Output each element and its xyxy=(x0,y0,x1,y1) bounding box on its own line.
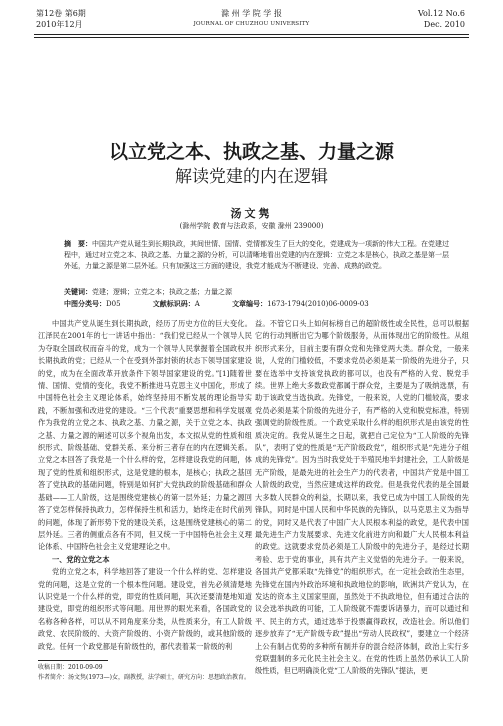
abstract-text: 中国共产党从诞生到长期执政，其间世情、国情、党情都发生了巨大的变化，党建成为一项新的伟大工程。在党建过程中，通过对立党之本、执政之基、力量之源的分析，可以清晰地看出党建的内在逻辑：立党之本是核心，执政之基是第一层外延，力量之源是第二层外延。只有加强这三方面的建设，我党才能成为不断建设、完善、成熟的政党。 xyxy=(64,240,449,270)
author-name: 汤文隽 xyxy=(230,207,273,220)
keywords-text: 党建；逻辑；立党之本；执政之基；力量之源 xyxy=(92,288,232,296)
clc-label: 中图分类号： xyxy=(64,299,106,308)
section-heading: 一、党的立党之本 xyxy=(52,554,110,564)
article-label: 文章编号： xyxy=(232,299,268,308)
volume-issue-cn: 第12卷 第6期 xyxy=(36,9,86,18)
classification-line xyxy=(64,298,454,309)
body-column-right xyxy=(255,318,469,698)
doc-value: A xyxy=(194,300,200,308)
article-value: 1673-1794(2010)06-0009-03 xyxy=(267,300,369,308)
journal-name-cn: 滁 州 学 院 学 报 xyxy=(221,9,282,18)
clc-value: D05 xyxy=(106,300,121,308)
clc-number xyxy=(64,300,121,308)
doc-label: 文献标识码： xyxy=(152,299,195,308)
issue-date-en: Dec. 2010 xyxy=(423,20,465,29)
article-number xyxy=(232,300,369,308)
issue-date-cn: 2010年12月 xyxy=(36,20,83,29)
document-code xyxy=(153,300,200,308)
body-column-left xyxy=(38,318,252,660)
journal-name-en: JOURNAL OF CHUZHOU UNIVERSITY xyxy=(193,21,310,27)
paper-title: 以立党之本、执政之基、力量之源 xyxy=(108,141,394,163)
continued-paragraph: 益。不管它口头上如何标榜自己的超阶级性或全民性，总可以根据它的行动判断出它为哪个阶级服务，从而体现出它的阶级性。从组织形式来分，目前主要有群众党和先锋党两大类。群众党，一般来说，人党的门槛较低，不要求党员必须是某一阶级的先进分子，只要在选举中支持该党执政的都可以，也没有严格的入党、脱党手续。世界上绝大多数政党都属于群众党，主要是为了吸纳选票，有助于该政党当选执政。先锋党，一般来说，人党的门槛较高，要求党员必须是某个阶级的先进分子，有严格的入党和脱党标准，特别强调党的阶级性质。一个政党采取什么样的组织形式是由该党的性质决定的。我党从诞生之日起，就把自己定位为“工人阶级的先锋队”，表明了党的性质是“无产阶级政党”，组织形式是“先进分子组成的先锋党”。因为当时我党处于半殖民地半封建社会，工人阶级是无产阶级，是最先进的社会生产力的代表者，中国共产党是中国工人阶级的政党，当然应建成这样的政党。但是我党代表的是全国最大多数人民群众的利益，长期以来，我党已成为中国工人阶级的先锋队，同时是中国人民和中华民族的先锋队，以马克思主义为指导的党，同时又是代表了中国广大人民根本利益的政党，是代表中国最先进生产力发展要求、先进文化前进方向和最广大人民根本利益的政党。这就要求党员必须是工人阶级中的先进分子，是经过长期考验、忠于党的事业，具有共产主义觉悟的先进分子。一般来说，各国共产党都采取“先锋党”的组织形式，在一定社会政治生态里，先锋党在国内外政治环境和执政地位的影响，欧洲共产党认为，在发达的资本主义国家里面，虽然处于不执政地位，但有通过合法的议会选举执政的可能，工人阶级就不需要诉诸暴力，而可以通过和平、民主的方式，通过选举于投票赢得政权，改造社会。所以他们逐步放弃了“无产阶级专政”提出“劳动人民政权”，要建立一个经济上公有制占优势的多种所有制并存的混合经济体制，政治上实行多党联盟制的多元化民主社会主义。在党的性质上虽然仍承认工人阶级性质，但已明确淡化党“工人阶级的先锋队”提法，更 xyxy=(255,319,469,676)
paper-subtitle: 解读党建的内在逻辑 xyxy=(175,167,328,187)
header-rule-thin xyxy=(34,37,469,38)
keywords xyxy=(64,286,454,297)
abstract xyxy=(64,238,454,284)
received-date: 收稿日期：2010-09-09 xyxy=(38,664,103,671)
intro-paragraph: 中国共产党从诞生到长期执政，经历了历史方位的巨大变化。江泽民在2001年的七一讲话中指出：“我们党已经从一个领导人民为夺取全国政权而奋斗的党，成为一个领导人民掌握着全国政权并长期执政的党；已经从一个在受到外部封锁的状态下领导国家建设的党，成为在全面改革开放条件下领导国家建设的党。”[1]随着世情、国情、党情的变化，我党不断推进马克思主义中国化，形成了中国特色社会主义理论体系，始终坚持用不断发展的理论指导实践，不断加强和改进党的建设。“三个代表”重要思想和科学发展观作为我党的立党之本、执政之基、力量之源，关于立党之本、执政之基、力量之源的阐述可以多个视角出发，本文拟从党的性质和组织形式、阶级基础、党群关系、来分析三者存在的内在逻辑关系。立党之本回答了我党是一个什么样的党，怎样建设我党的问题，体现了党的性质和组织形式，这是党建的根本，是核心；执政之基回答了党执政的基础问题，特别是如何扩大党执政的阶级基础和群众基础——工人阶级，这是围绕党建核心的第一层外延；力量之源回答了党怎样保持执政力，怎样保持生机和活力，始终走在时代前列的问题，体现了新形势下党的建设关系，这是围绕党建核心的第二层外延。三者的侧重点各有不同，但又统一于中国特色社会主义理论体系、中国特色社会主义党建理论之中。 xyxy=(38,319,252,552)
author-affiliation: (滁州学院 教育与法政系，安徽 滁州 239000) xyxy=(179,222,324,230)
abstract-label: 摘 要： xyxy=(64,239,92,248)
header-rule-thick xyxy=(34,34,469,35)
keywords-label: 关键词： xyxy=(64,287,92,296)
section-paragraph: 党的立党之本，科学地回答了建设一个什么样的党、怎样建设党的问题，这是立党的一个根本性问题。建设党，首先必须清楚地认识党是一个什么样的党，即党的性质问题，其次还要清楚地知道建设党，即党的组织形式等问题。用世界的眼光来看，各国政党的名称各种各样，可以从不同角度来分类，从性质来分，有工人阶级政党、农民阶级的、大资产阶级的、小资产阶级的，或其他阶级的政党。任何一个政党都是有阶级性的，都代表着某一阶级的利 xyxy=(38,567,252,651)
header-right xyxy=(418,8,465,30)
volume-issue-en: Vol.12 No.6 xyxy=(418,9,465,18)
author-bio: 作者简介：汤文隽(1973—)女，副教授，法学硕士，研究方向：思想政治教育。 xyxy=(38,674,250,681)
footnote-rule xyxy=(38,660,108,661)
